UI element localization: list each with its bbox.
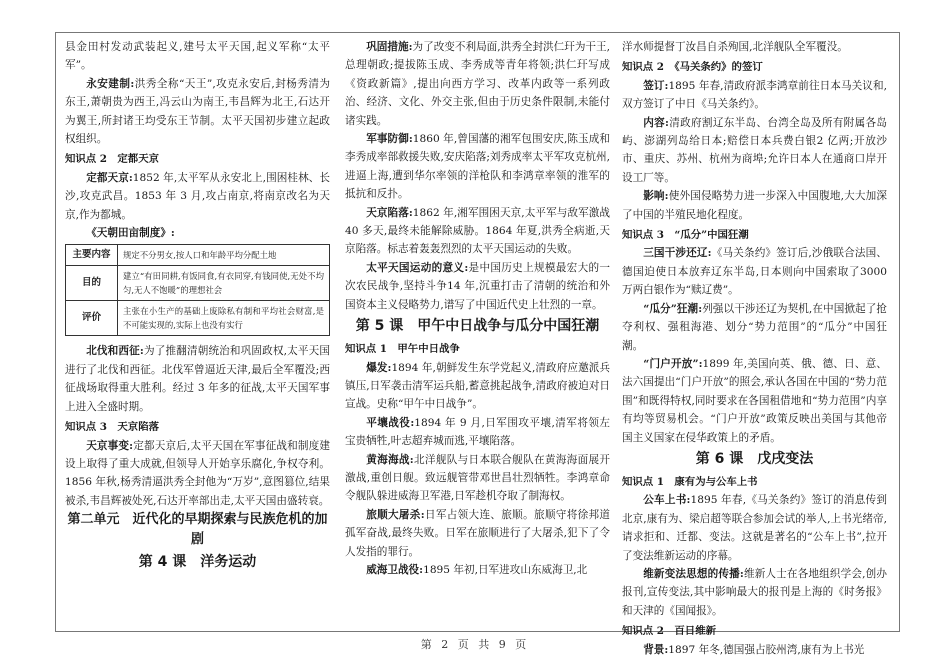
paragraph <box>345 414 610 451</box>
paragraph <box>65 75 330 149</box>
term-label: “门户开放”: <box>643 357 703 370</box>
knowledge-point-heading: 知识点 1 康有为与公车上书 <box>622 475 758 488</box>
paragraph: 洋水师提督丁汝昌自杀殉国,北洋舰队全军覆没。 <box>622 41 848 53</box>
term-label: 平壤战役: <box>366 416 415 429</box>
paragraph-text: 1899 年,美国向英、俄、德、日、意、法六国提出“门户开放”的照会,承认各国在中国的“势力范围”和既得特权,同时要求在各国租借地和“势力范围”内享有均等贸易机会。“门户开放”政策反映出美国与其他帝国主义国家在侵华政策上的矛盾。 <box>622 357 887 444</box>
knowledge-point-heading: 知识点 2 百日维新 <box>622 625 716 638</box>
paragraph-text: 列强以干涉还辽为契机,在中国掀起了抢夺利权、强租海港、划分“势力范围”的“瓜分”中国狂潮。 <box>622 302 887 352</box>
term-label: 天京陷落: <box>366 206 413 219</box>
knowledge-point-heading: 知识点 1 甲午中日战争 <box>345 343 460 356</box>
paragraph-text: 1895 年春,清政府派李鸿章前往日本马关议和,双方签订了中日《马关条约》。 <box>622 79 887 111</box>
term-label: 巩固措施: <box>366 41 413 53</box>
term-label: 永安建制: <box>86 77 135 90</box>
paragraph <box>622 77 887 114</box>
paragraph <box>65 437 330 511</box>
knowledge-point-heading: 知识点 2 《马关条约》的签订 <box>622 61 763 74</box>
paragraph <box>622 300 887 355</box>
paragraph <box>622 355 887 447</box>
paragraph <box>622 244 887 299</box>
paragraph-text: 1860 年,曾国藩的湘军包围安庆,陈玉成和李秀成率部救援失败,安庆陷落;刘秀成率太平军攻克杭州,进逼上海,遭到华尔率领的洋枪队和李鸿章率领的淮军的抵抗和反扑。 <box>345 133 611 201</box>
paragraph-text: 1895 年春,《马关条约》签订的消息传到北京,康有为、梁启超等联合参加会试的举人,上书光绪帝,请求拒和、迁都、变法。这就是著名的“公车上书”,拉开了变法维新运动的序幕。 <box>622 494 887 562</box>
paragraph <box>622 114 887 188</box>
paragraph-text: 北洋舰队与日本联合舰队在黄海海面展开激战,重创日舰。致远舰管带邓世昌壮烈牺牲。李鸿章命令舰队躲进威海卫军港,日军趁机夺取了制海权。 <box>345 453 610 503</box>
term-label: 内容: <box>643 116 669 129</box>
paragraph <box>345 204 610 259</box>
term-label: 军事防御: <box>366 133 413 146</box>
paragraph-text: 定都天京后,太平天国在军事征战和制度建设上取得了重大成就,但领导人开始享乐腐化,争权夺利。1856 年秋,杨秀清逼洪秀全封他为“万岁”,意图篡位,结果被杀,韦昌辉被处死,石达开率部出走,太平天国由盛转衰。 <box>65 439 330 507</box>
term-label: 背景: <box>643 643 669 656</box>
paragraph-text: 《马关条约》签订后,沙俄联合法国、德国迫使日本放弃辽东半岛,日本则向中国索取了3000 万两白银作为“赎辽费”。 <box>622 247 887 297</box>
term-label: 太平天国运动的意义: <box>366 261 469 274</box>
paragraph <box>345 38 610 130</box>
column-middle <box>345 38 610 628</box>
paragraph <box>65 342 330 416</box>
table-row-label: 评价 <box>66 301 118 335</box>
term-label: 定都天京: <box>86 171 133 184</box>
term-label: “瓜分”狂潮: <box>643 302 703 315</box>
term-label: 天京事变: <box>86 439 134 452</box>
column-right <box>622 38 887 656</box>
paragraph <box>622 565 887 620</box>
column-left <box>65 38 330 628</box>
paragraph-text: 1897 年冬,德国强占胶州湾,康有为上书光 <box>668 643 865 656</box>
paragraph <box>65 169 330 224</box>
paragraph <box>345 259 610 314</box>
paragraph-text: 为了推翻清朝统治和巩固政权,太平天国进行了北伐和西征。北伐军曾逼近天津,最后全军覆没;西征战场取得重大胜利。经过 3 年多的征战,太平天国军事上进入全盛时期。 <box>65 345 330 413</box>
unit-heading: 第二单元 近代化的早期探索与民族危机的加剧 <box>67 512 328 548</box>
lesson-heading: 第 4 课 洋务运动 <box>138 554 257 571</box>
paragraph <box>345 561 610 579</box>
table-row <box>66 266 329 301</box>
term-label: 影响: <box>643 190 669 203</box>
paragraph: 县金田村发动武装起义,建号太平天国,起义军称“太平军”。 <box>65 41 330 72</box>
paragraph-text: 日军占领大连、旅顺。旅顺守将徐邦道孤军奋战,最终失败。日军在旅顺进行了大屠杀,犯下了令人发指的罪行。 <box>345 508 610 558</box>
term-label: 北伐和西征: <box>86 345 144 358</box>
table-row <box>66 245 329 266</box>
paragraph-text: 为了改变不利局面,洪秀全封洪仁玕为干王,总理朝政;提拔陈玉成、李秀成等青年将领;洪仁玕写成《资政新篇》,提出向西方学习、改革内政等一系列政治、经济、文化、外交主张,但由于历史条件限制,未能付诸实践。 <box>345 41 610 127</box>
term-label: 公车上书: <box>643 494 691 507</box>
paragraph-text: 是中国历史上规模最宏大的一次农民战争,坚持斗争14 年,沉重打击了清朝的统治和外国资本主义侵略势力,谱写了中国近代史上壮烈的一章。 <box>345 261 610 311</box>
table-cell: 规定不分男女,按人口和年龄平均分配土地 <box>123 250 277 261</box>
table-row-label: 目的 <box>66 266 118 300</box>
term-label: 三国干涉还辽: <box>643 247 712 260</box>
term-label: 签订: <box>643 79 669 92</box>
lesson-heading: 第 6 课 戊戌变法 <box>695 450 814 467</box>
paragraph <box>345 359 610 414</box>
knowledge-point-heading: 知识点 3 “瓜分”中国狂潮 <box>622 229 749 242</box>
paragraph <box>345 130 610 204</box>
term-label: 黄海海战: <box>366 453 414 466</box>
page-footer: 第 2 页 共 9 页 <box>420 638 530 651</box>
paragraph-text: 1895 年初,日军进攻山东威海卫,北 <box>423 563 588 576</box>
term-label: 威海卫战役: <box>366 563 424 576</box>
paragraph-text: 洪秀全称“天王”,攻克永安后,封杨秀清为东王,萧朝贵为西王,冯云山为南王,韦昌辉为北王,石达开为翼王,所封诸王均受东王节制。太平天国初步建立起政权组织。 <box>65 77 330 146</box>
subheading: 《天朝田亩制度》: <box>86 227 175 240</box>
table-row-label: 主要内容 <box>66 245 118 265</box>
term-label: 爆发: <box>366 361 392 374</box>
paragraph-text: 使外国侵略势力进一步深入中国腹地,大大加深了中国的半殖民地化程度。 <box>622 190 887 221</box>
paragraph-text: 1862 年,湘军围困天京,太平军与敌军激战 40 多天,最终未能解除威胁。1864 年夏,洪秀全病逝,天京陷落。标志着轰轰烈烈的太平天国运动的失败。 <box>345 206 611 256</box>
table-row <box>66 301 329 335</box>
paragraph-text: 1894 年 9 月,日军围攻平壤,清军将领左宝贵牺牲,叶志超弃城而逃,平壤陷落。 <box>345 416 610 448</box>
table-cell: 建立“有田同耕,有饭同食,有衣同穿,有钱同使,无处不均匀,无人不饱暖”的理想社会 <box>123 271 324 296</box>
term-label: 旅顺大屠杀: <box>366 508 425 521</box>
paragraph-text: 1894 年,朝鲜发生东学党起义,清政府应邀派兵镇压,日军袭击清军运兵船,蓄意挑起战争,清政府被迫对日宣战。史称“甲午中日战争”。 <box>345 361 610 411</box>
paragraph-text: 维新人士在各地组织学会,创办报刊,宣传变法,其中影响最大的报刊是上海的《时务报》和天津的《国闻报》。 <box>622 567 887 617</box>
table-cell: 主张在小生产的基础上废除私有制和平均社会财富,是不可能实现的,实际上也没有实行 <box>123 306 324 331</box>
paragraph-text: 1852 年,太平军从永安北上,围困桂林、长沙,攻克武昌。1853 年 3 月,攻占南京,将南京改名为天京,作为都城。 <box>65 171 331 221</box>
lesson-heading: 第 5 课 甲午中日战争与瓜分中国狂潮 <box>355 318 600 335</box>
term-label: 维新变法思想的传播: <box>643 567 744 580</box>
paragraph <box>345 451 610 506</box>
knowledge-point-heading: 知识点 2 定都天京 <box>65 153 159 166</box>
paragraph <box>622 187 887 224</box>
paragraph-text: 清政府割辽东半岛、台湾全岛及所有附属各岛屿、澎湖列岛给日本;赔偿日本兵费白银2 亿两;开放沙市、重庆、苏州、杭州为商埠;允许日本人在通商口岸开设工厂等。 <box>622 116 887 184</box>
knowledge-point-heading: 知识点 3 天京陷落 <box>65 421 159 434</box>
paragraph <box>345 506 610 561</box>
paragraph <box>622 491 887 565</box>
info-table <box>65 244 330 336</box>
